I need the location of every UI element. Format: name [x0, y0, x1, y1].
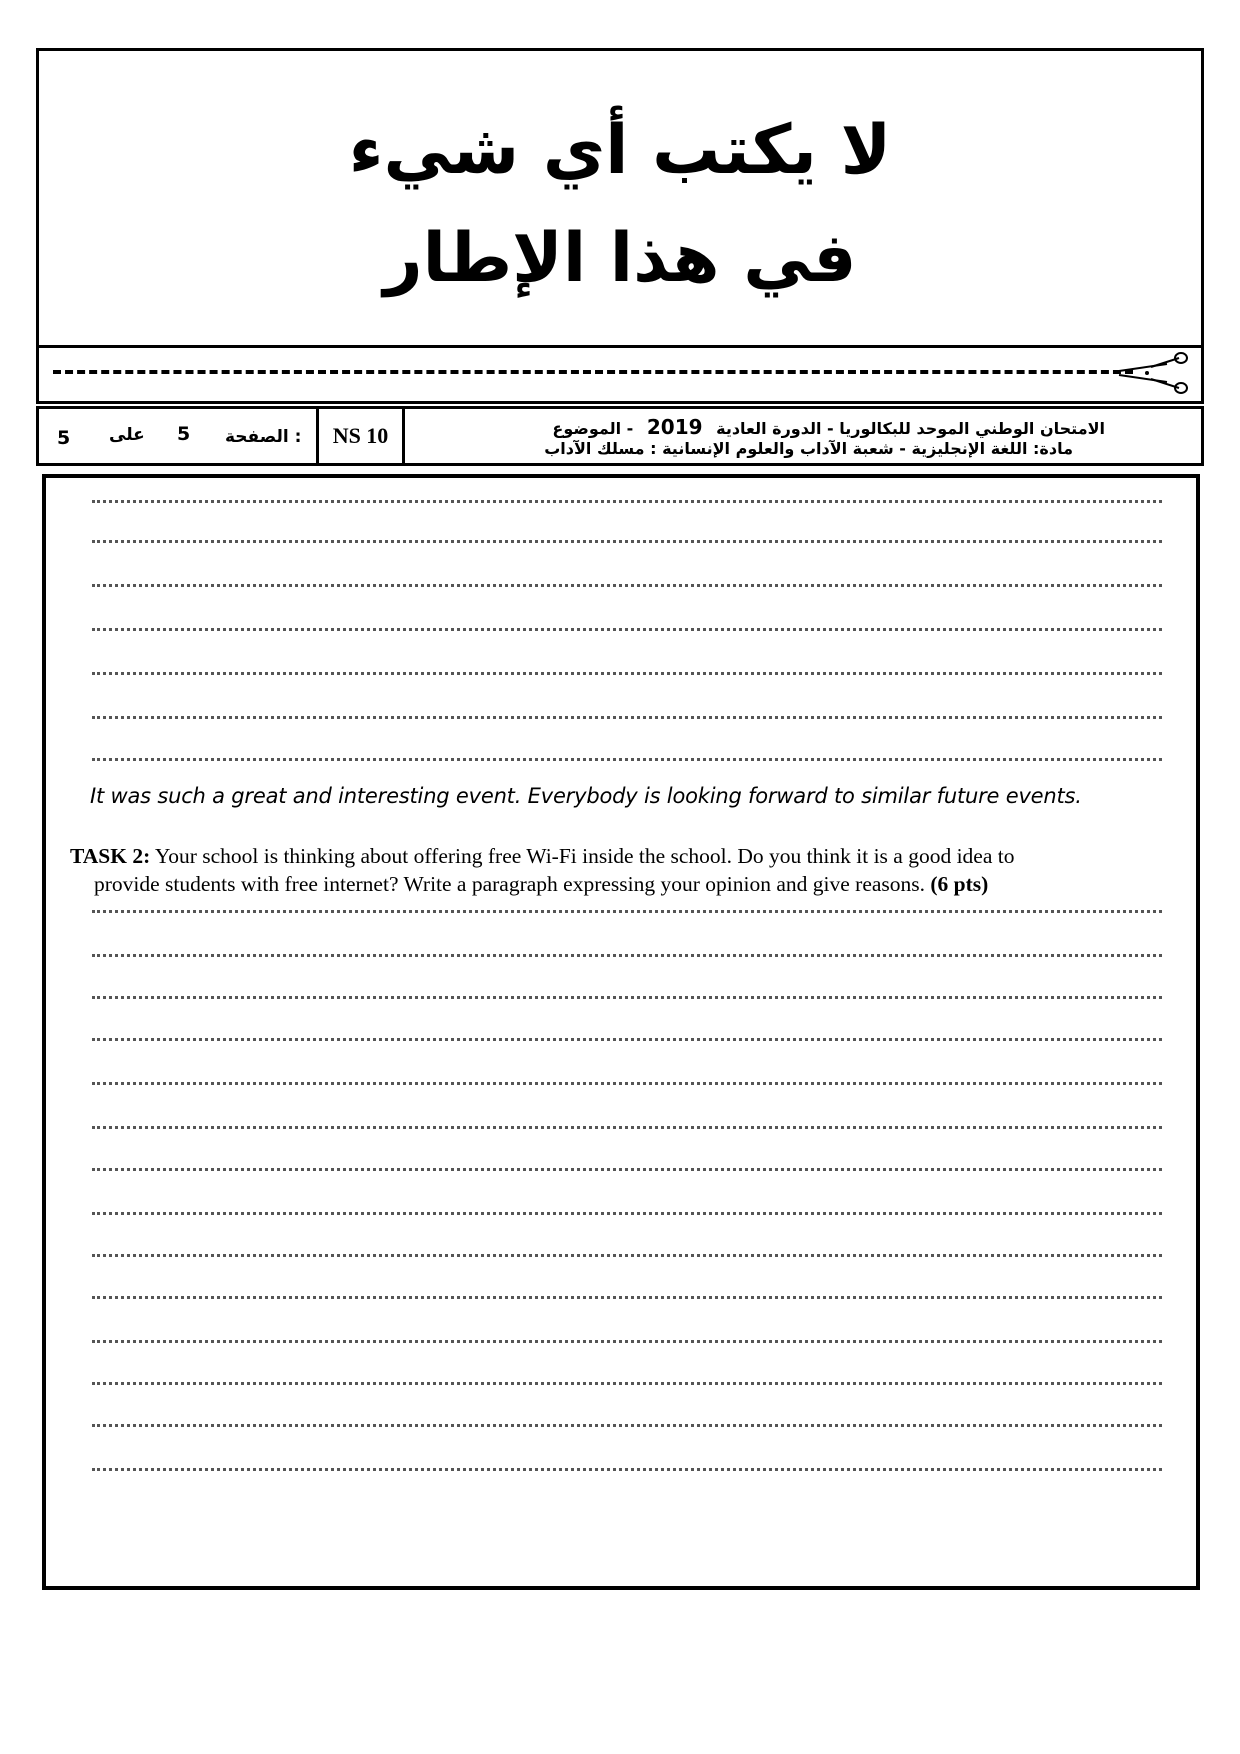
writing-line [92, 1424, 1162, 1427]
task-2-text-line-1: Your school is thinking about offering free Wi-Fi inside the school. Do you think it is a good idea to [154, 844, 1015, 868]
task-2-text-line-2: provide students with free internet? Write a paragraph expressing your opinion and give reasons. [94, 872, 926, 896]
writing-line [92, 1382, 1162, 1385]
answer-line [92, 628, 1162, 631]
exam-code: NS 10 [319, 409, 405, 463]
answer-area [42, 474, 1200, 1590]
answer-line [92, 716, 1162, 719]
task-2-text-line-2-wrap [70, 870, 1170, 898]
writing-line [92, 1296, 1162, 1299]
writing-line [92, 1254, 1162, 1257]
do-not-write-box [36, 48, 1204, 348]
page-label: الصفحة : [225, 427, 302, 447]
task-2-prompt [70, 842, 1170, 898]
page-of-label: على [109, 425, 145, 445]
answer-line [92, 540, 1162, 543]
scissors-icon [1117, 350, 1189, 396]
exam-info-line-2: مادة: اللغة الإنجليزية - شعبة الآداب والعلوم الإنسانية : مسلك الآداب [544, 439, 1073, 458]
answer-line [92, 584, 1162, 587]
writing-line [92, 954, 1162, 957]
exam-header [36, 406, 1204, 466]
writing-line [92, 1340, 1162, 1343]
task-2-points: (6 pts) [930, 872, 989, 896]
writing-line [92, 910, 1162, 913]
task-2-label: TASK 2: [70, 844, 151, 868]
writing-line [92, 1168, 1162, 1171]
handwritten-answer: It was such a great and interesting event. Everybody is looking forward to similar future events. [90, 784, 1082, 808]
exam-info [405, 409, 1201, 463]
writing-line [92, 1082, 1162, 1085]
writing-line [92, 1126, 1162, 1129]
writing-line [92, 1212, 1162, 1215]
warning-line-2: في هذا الإطار [383, 219, 857, 298]
answer-line [92, 672, 1162, 675]
writing-line [92, 1038, 1162, 1041]
exam-year: 2019 [646, 415, 703, 439]
cut-dashed-line [53, 370, 1133, 374]
exam-info-line-1 [552, 415, 1105, 439]
writing-line [92, 996, 1162, 999]
page-number-cell [39, 409, 319, 463]
exam-subject-label: - الموضوع [552, 419, 634, 438]
warning-line-1: لا يكتب أي شيء [348, 111, 892, 190]
cut-strip [36, 346, 1204, 404]
answer-line [92, 500, 1162, 503]
exam-title: الامتحان الوطني الموحد للبكالوريا - الدورة العادية [716, 419, 1105, 438]
page-total: 5 [57, 427, 71, 449]
writing-line [92, 1468, 1162, 1471]
answer-line [92, 758, 1162, 761]
page-current: 5 [177, 423, 191, 445]
